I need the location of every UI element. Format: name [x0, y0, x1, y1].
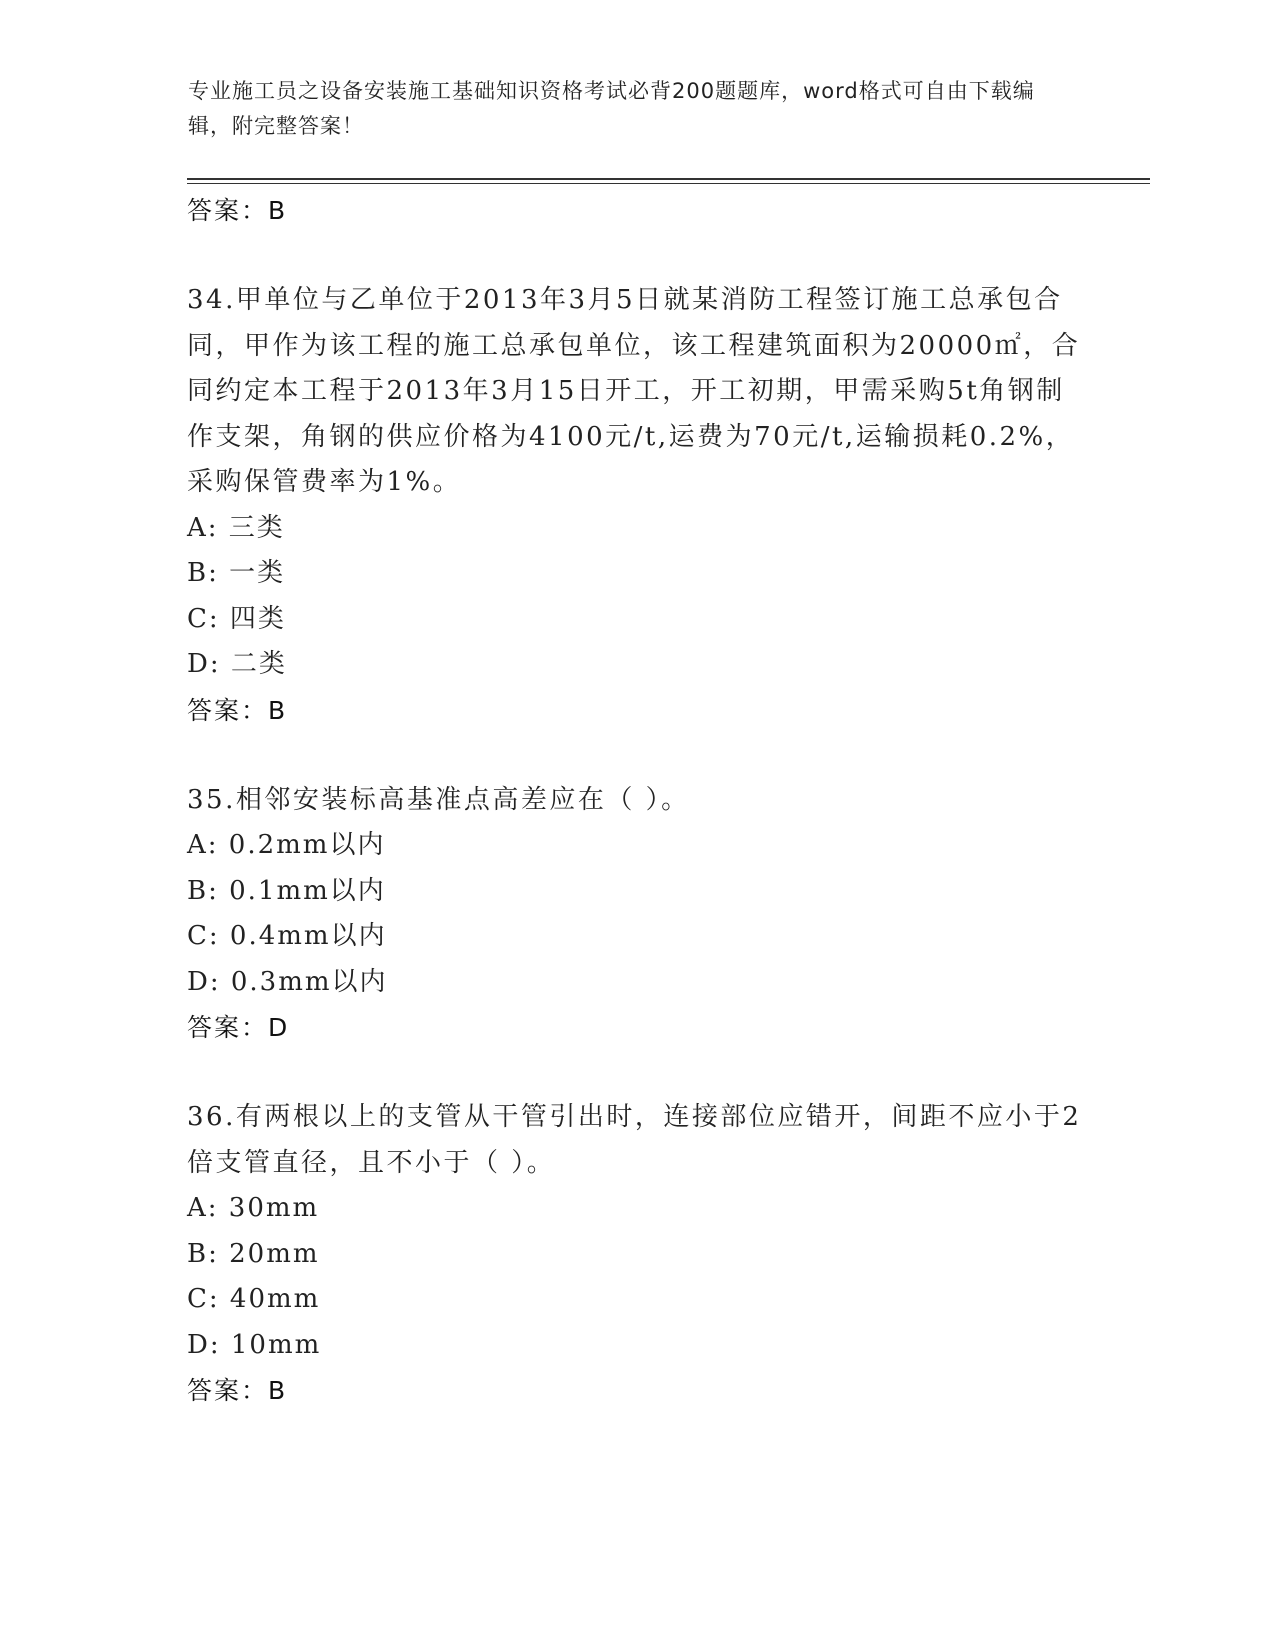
previous-answer: 答案：B — [187, 196, 288, 225]
option-c: C: 40mm — [187, 1284, 321, 1314]
question-text: 35.相邻安装标高基准点高差应在（ ）。 — [187, 784, 690, 815]
question-36 — [187, 1095, 1087, 1414]
answer: 答案：D — [187, 1013, 290, 1042]
option-b: B: 20mm — [187, 1238, 320, 1269]
option-c: C: 0.4mm以内 — [187, 921, 387, 951]
question-list — [187, 188, 1087, 1458]
option-b: B: 0.1mm以内 — [187, 875, 386, 906]
option-b: B: 一类 — [187, 558, 286, 588]
option-d: D: 10mm — [187, 1329, 322, 1360]
question-34 — [187, 278, 1087, 734]
option-c: C: 四类 — [187, 603, 286, 634]
header-rule-thin — [187, 183, 1150, 184]
question-35 — [187, 778, 1087, 1052]
header-rule-thick — [187, 178, 1150, 180]
answer: 答案：B — [187, 1376, 288, 1405]
option-a: A: 30mm — [187, 1193, 320, 1223]
page-header: 专业施工员之设备安装施工基础知识资格考试必背200题题库，word格式可自由下载编辑，附完整答案！ — [188, 79, 1035, 138]
question-text: 34.甲单位与乙单位于2013年3月5日就某消防工程签订施工总承包合同，甲作为该工程的施工总承包单位，该工程建筑面积为20000㎡，合同约定本工程于2013年3月15日开工，开工初期，甲需采购5t角钢制作支架，角钢的供应价格为4100元/t,运费为70元/t,运输损耗0.2%，采购保管费率为1%。 — [187, 285, 1081, 497]
option-d: D: 二类 — [187, 649, 287, 679]
option-a: A: 三类 — [187, 512, 285, 543]
option-d: D: 0.3mm以内 — [187, 966, 388, 997]
question-text: 36.有两根以上的支管从干管引出时，连接部位应错开，间距不应小于2倍支管直径，且不小于（ ）。 — [187, 1102, 1082, 1178]
answer: 答案：B — [187, 695, 288, 725]
option-a: A: 0.2mm以内 — [187, 830, 386, 860]
